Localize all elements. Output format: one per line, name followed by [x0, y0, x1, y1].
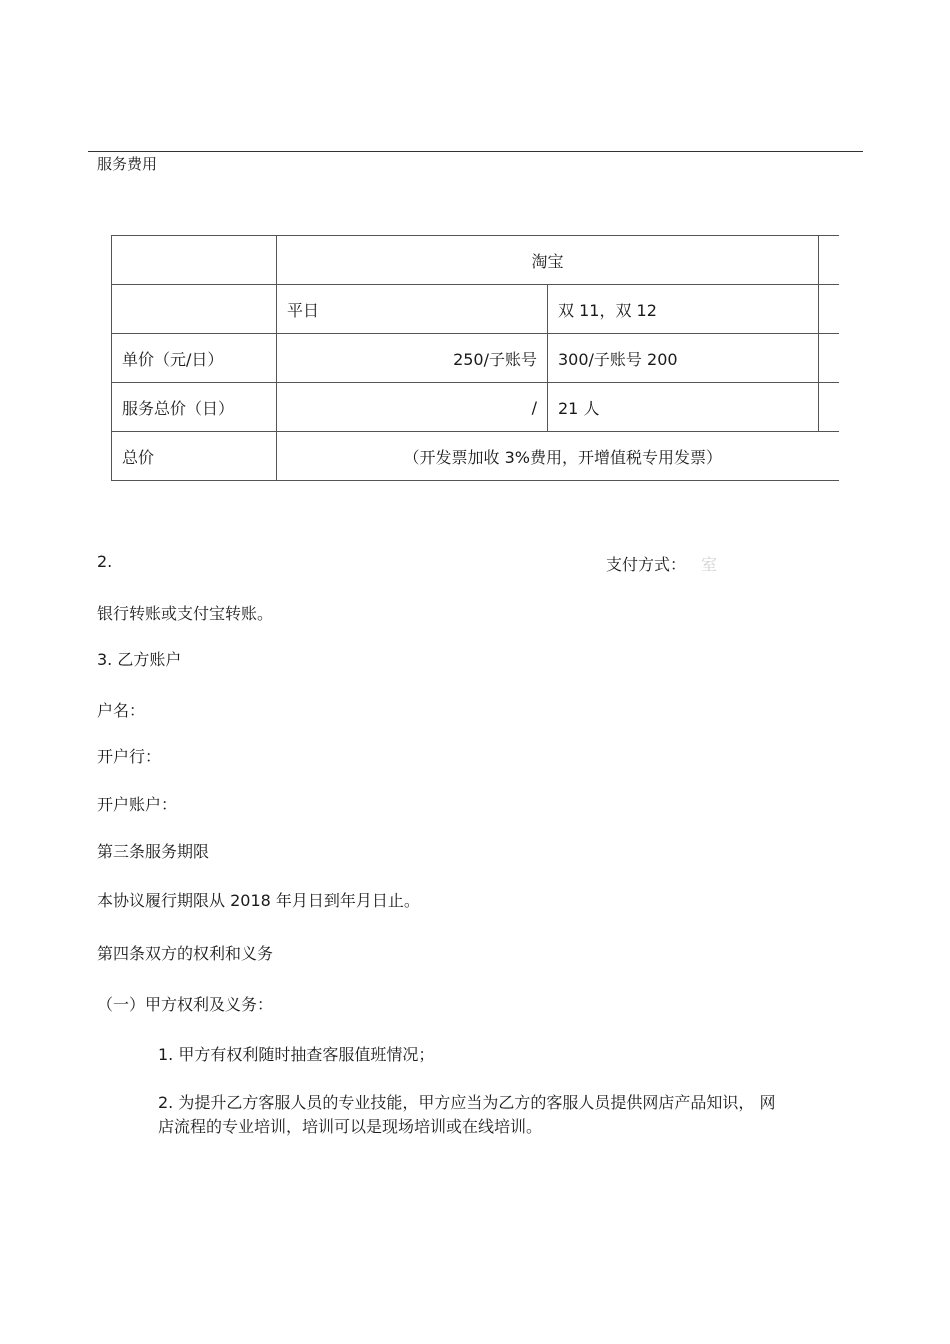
row-label: 单价（元/日） — [112, 334, 277, 383]
sub-header-festival: 双 11，双 12 — [548, 285, 819, 334]
sub-header-weekday: 平日 — [277, 285, 548, 334]
article-4-heading: 第四条双方的权利和义务 — [97, 944, 274, 963]
account-name-field: 户名： — [97, 701, 146, 720]
daily-total-weekday: / — [277, 383, 548, 432]
total-price-note: （开发票加收 3%费用，开增值税专用发票） — [277, 432, 849, 481]
table-row — [112, 432, 849, 481]
party-a-heading: （一）甲方权利及义务： — [97, 995, 274, 1014]
row-label: 服务总价（日） — [112, 383, 277, 432]
unit-price-weekday: 250/子账号 — [277, 334, 548, 383]
table-clip-mask — [839, 230, 879, 495]
table-row — [112, 285, 849, 334]
account-number-field: 开户账户： — [97, 795, 178, 814]
section-title: 服务费用 — [97, 155, 158, 173]
table-row — [112, 236, 849, 285]
payment-method-text: 银行转账或支付宝转账。 — [97, 604, 274, 623]
clause-1: 1. 甲方有权利随时抽查客服值班情况； — [158, 1045, 435, 1064]
unit-price-festival: 300/子账号 200 — [548, 334, 819, 383]
daily-total-festival: 21 人 — [548, 383, 819, 432]
article-3-heading: 第三条服务期限 — [97, 842, 210, 861]
table-row — [112, 334, 849, 383]
payment-method-label: 支付方式： — [606, 555, 687, 574]
fee-table — [111, 235, 849, 481]
faded-char: 室 — [701, 555, 718, 574]
term-text: 本协议履行期限从 2018 年月日到年月日止。 — [97, 891, 420, 910]
row-label: 总价 — [112, 432, 277, 481]
header-rule — [88, 151, 863, 152]
bank-field: 开户行： — [97, 747, 162, 766]
clause-2-line-2: 店流程的专业培训，培训可以是现场培训或在线培训。 — [158, 1117, 543, 1136]
clause-2-line-1: 2. 为提升乙方客服人员的专业技能，甲方应当为乙方的客服人员提供网店产品知识， 网 — [158, 1093, 776, 1112]
table-cell-empty — [112, 285, 277, 334]
table-corner-cell — [112, 236, 277, 285]
platform-header-cell: 淘宝 — [277, 236, 819, 285]
item-2-number: 2. — [97, 552, 113, 571]
table-row — [112, 383, 849, 432]
item-3-heading: 3. 乙方账户 — [97, 650, 182, 669]
